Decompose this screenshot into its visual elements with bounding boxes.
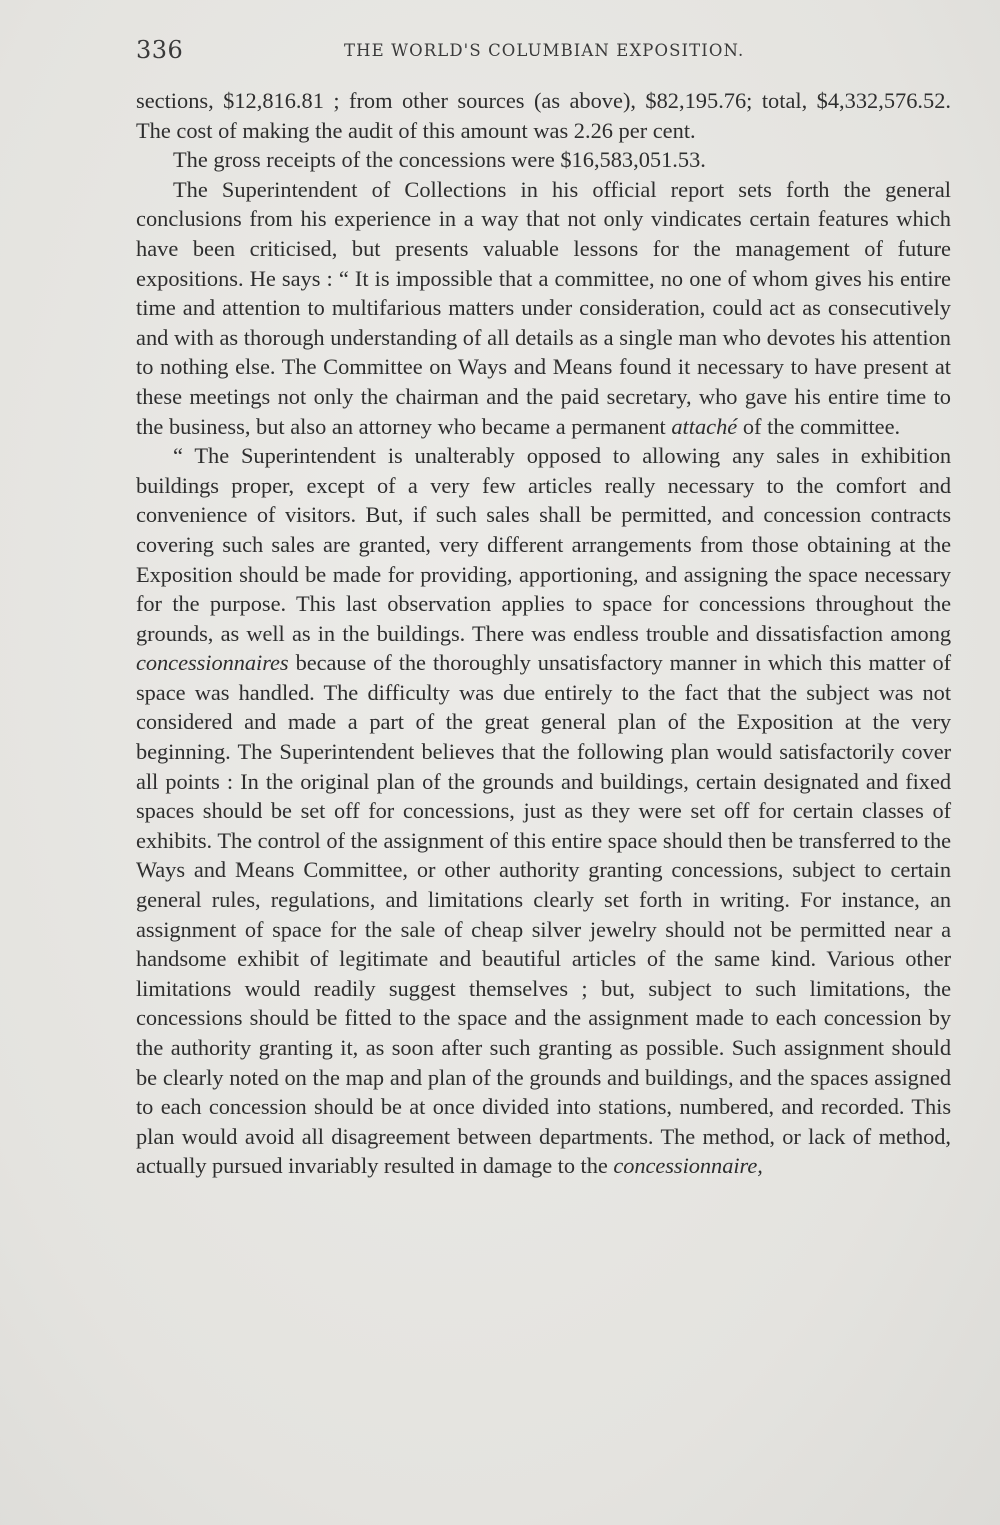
running-head [136, 34, 951, 68]
paragraph [136, 145, 951, 175]
paragraph [136, 441, 951, 1181]
paragraph [136, 175, 951, 441]
italic-term-concessionnaire: concessionnaire, [613, 1153, 763, 1179]
body-text [136, 86, 951, 1181]
italic-term-concessionnaires: concessionnaires [136, 650, 289, 676]
paragraph [136, 86, 951, 145]
paragraph-text: because of the thoroughly unsatisfactory manner in which this matter of space was handled. The difficulty was due entirely to the fact that the subject was not considered and made a part of the great general plan of the Exposition at the very beginning. The Superintendent believes that the following plan would satisfactorily cover all points : In the original plan of the grounds and buildings, certain designated and fixed spaces should be set off for concessions, just as they were set off for certain classes of exhibits. The control of the assignment of this entire space should then be transferred to the Ways and Means Committee, or other authority granting concessions, subject to certain general rules, regulations, and limitations clearly set forth in writing. For instance, an assignment of space for the sale of cheap silver jewelry should not be permitted near a handsome exhibit of legitimate and beautiful articles of the same kind. Various other limitations would readily suggest themselves ; but, subject to such limitations, the concessions should be fitted to the space and the assignment made to each concession by the authority granting it, as soon after such granting as possible. Such assignment should be clearly noted on the map and plan of the grounds and buildings, and the spaces assigned to each concession should be at once divided into stations, numbered, and recorded. This plan would avoid all disagreement between departments. The method, or lack of method, actually pursued invariably resulted in damage to the [136, 650, 951, 1179]
italic-term-attache: attaché [671, 413, 738, 439]
paragraph-text: The gross receipts of the concessions were $16,583,051.53. [173, 147, 706, 173]
paragraph-text: “ The Superintendent is unalterably opposed to allowing any sales in exhibition buildings proper, except of a very few articles really necessary to the comfort and convenience of visitors. But, if such sales shall be permitted, and concession contracts covering such sales are granted, very different arrangements from those obtaining at the Exposition should be made for providing, apportioning, and assigning the space necessary for the purpose. This last observation applies to space for concessions throughout the grounds, as well as in the buildings. There was endless trouble and dissatisfaction among [136, 443, 951, 646]
paragraph-text: The Superintendent of Collections in his official report sets forth the general conclusions from his experience in a way that not only vindicates certain features which have been criticised, but presents valuable lessons for the management of future expositions. He says : “ It is impossible that a committee, no one of whom gives his entire time and attention to multifarious matters under consideration, could act as consecutively and with as thorough understanding of all details as a single man who devotes his attention to nothing else. The Committee on Ways and Means found it necessary to have present at these meetings not only the chairman and the paid secretary, who gave his entire time to the business, but also an attorney who became a permanent [136, 176, 951, 439]
page-number: 336 [136, 36, 184, 64]
running-title: THE WORLD'S COLUMBIAN EXPOSITION. [344, 41, 745, 60]
paragraph-text: of the committee. [737, 413, 901, 439]
paragraph-text: sections, $12,816.81 ; from other sources (as above), $82,195.76; total, $4,332,576.52. The cost of making the audit of this amount was 2.26 per cent. [136, 88, 951, 143]
